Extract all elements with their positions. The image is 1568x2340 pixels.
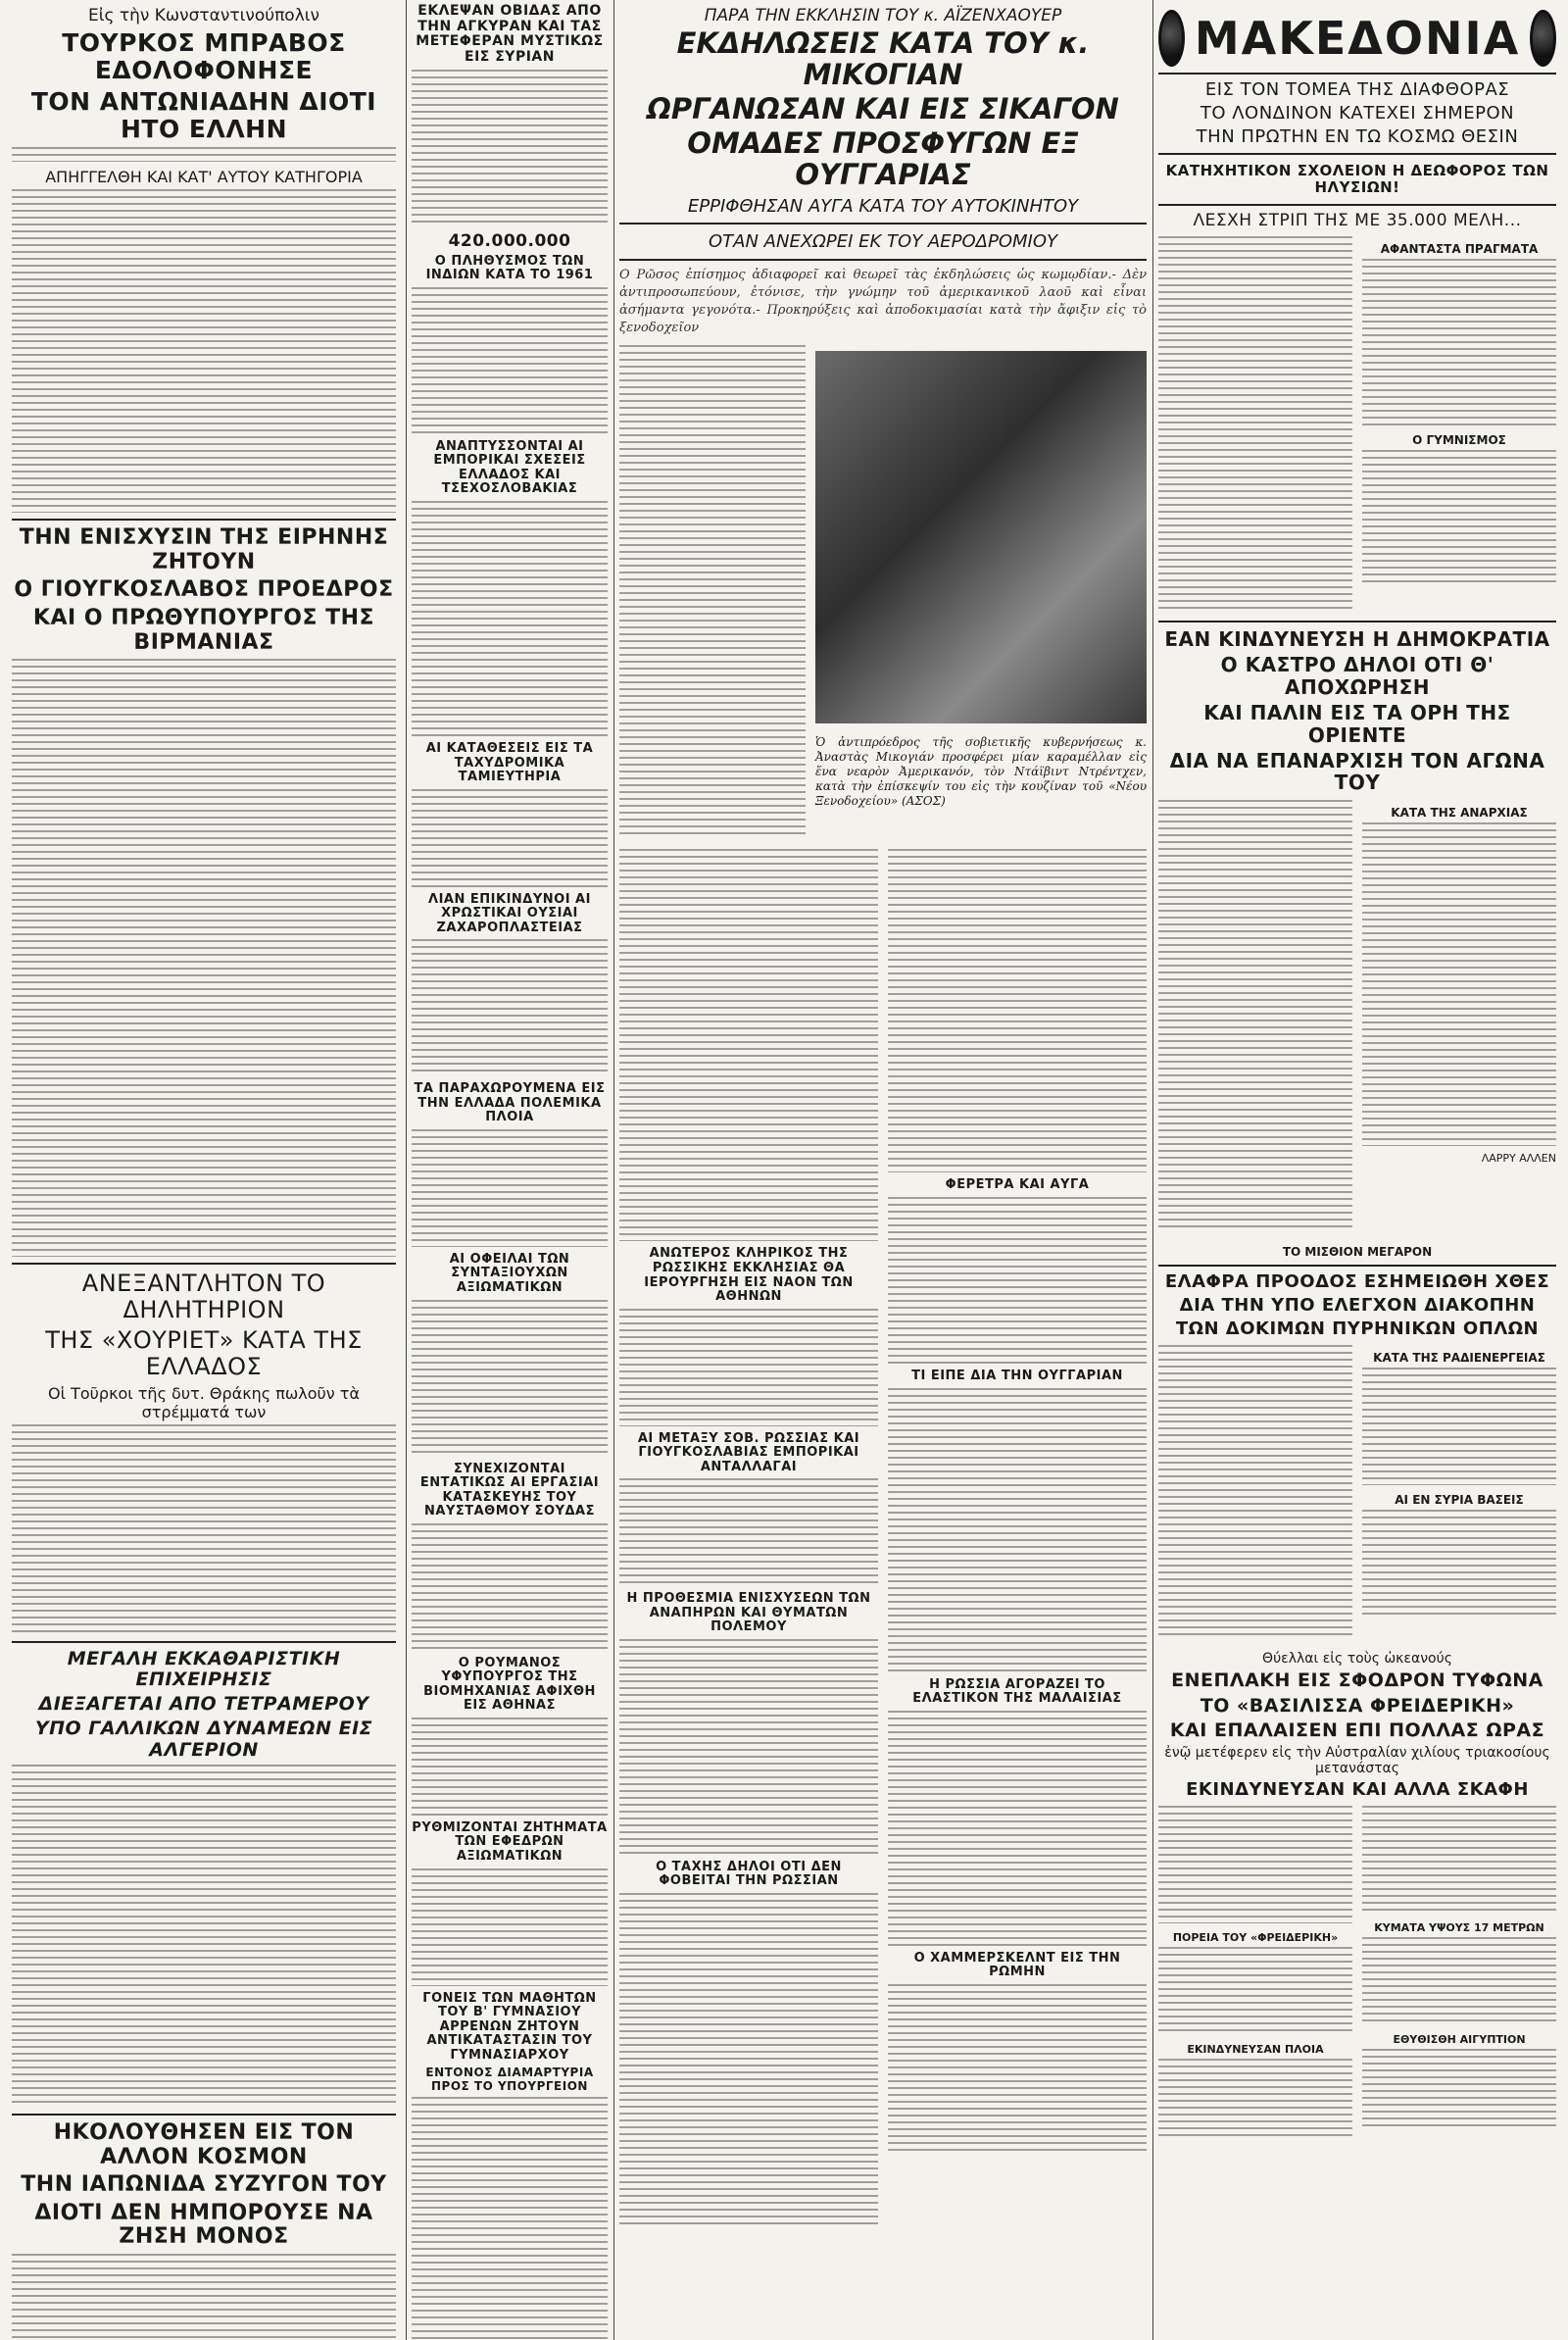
headline: Ο ΓΙΟΥΓΚΟΣΛΑΒΟΣ ΠΡΟΕΔΡΟΣ xyxy=(14,577,394,603)
headline: ΤΟ «ΒΑΣΙΛΙΣΣΑ ΦΡΕΙΔΕΡΙΚΗ» xyxy=(1200,1694,1515,1717)
article-body xyxy=(1158,2059,1352,2137)
headline: ΕΝΤΟΝΟΣ ΔΙΑΜΑΡΤΥΡΙΑ ΠΡΟΣ ΤΟ ΥΠΟΥΡΓΕΙΟΝ xyxy=(425,2066,594,2093)
headline: ΛΕΣΧΗ ΣΤΡΙΠ ΤΗΣ ΜΕ 35.000 ΜΕΛΗ... xyxy=(1193,211,1522,231)
subheadline: Οἱ Τοῦρκοι τῆς δυτ. Θράκης πωλοῦν τὰ στρέμματά των xyxy=(48,1383,360,1421)
headline: ΑΙ ΚΑΤΑΘΕΣΕΙΣ ΕΙΣ ΤΑ ΤΑΧΥΔΡΟΜΙΚΑ ΤΑΜΙΕΥΤΗΡΙΑ xyxy=(425,741,594,785)
divider xyxy=(12,519,396,521)
column-second xyxy=(412,0,608,2340)
headline: ΤΩΝ ΔΟΚΙΜΩΝ ΠΥΡΗΝΙΚΩΝ ΟΠΛΩΝ xyxy=(1175,1319,1540,1340)
masthead-title: ΜΑΚΕΔΟΝΙΑ xyxy=(1194,12,1521,65)
column-rule xyxy=(613,0,614,2340)
headline: ΕΛΑΦΡΑ ΠΡΟΟΔΟΣ ΕΣΗΜΕΙΩΘΗ ΧΘΕΣ xyxy=(1164,1270,1550,1292)
article-body xyxy=(1362,1806,1556,1914)
article-body xyxy=(888,1711,1147,1946)
headline: ΜΕΓΑΛΗ ΕΚΚΑΘΑΡΙΣΤΙΚΗ ΕΠΙΧΕΙΡΗΣΙΣ xyxy=(67,1647,341,1690)
kicker: Εἰς τὴν Κωνσταντινούπολιν xyxy=(87,6,320,25)
headline: ΣΥΝΕΧΙΖΟΝΤΑΙ ΕΝΤΑΤΙΚΩΣ ΑΙ ΕΡΓΑΣΙΑΙ ΚΑΤΑΣΚΕΥΗΣ ΤΟΥ ΝΑΥΣΤΑΘΜΟΥ ΣΟΥΔΑΣ xyxy=(419,1461,600,1519)
article-body xyxy=(888,1197,1147,1364)
column-right xyxy=(1158,0,1556,2340)
headline: ΔΙΑ ΝΑ ΕΠΑΝΑΡΧΙΣΗ ΤΟΝ ΑΓΩΝΑ ΤΟΥ xyxy=(1169,749,1545,795)
article-body xyxy=(1362,1510,1556,1618)
headline: ΚΑΤΗΧΗΤΙΚΟΝ ΣΧΟΛΕΙΟΝ Η ΔΕΩΦΟΡΟΣ ΤΩΝ ΗΛΥΣΙΩΝ! xyxy=(1165,162,1549,197)
article-body xyxy=(412,501,608,736)
article-body xyxy=(412,1300,608,1457)
article-lede xyxy=(12,147,396,162)
headline: Ο ΡΟΥΜΑΝΟΣ ΥΦΥΠΟΥΡΓΟΣ ΤΗΣ ΒΙΟΜΗΧΑΝΙΑΣ ΑΦΙΧΘΗ ΕΙΣ ΑΘΗΝΑΣ xyxy=(423,1655,596,1714)
section-heading: ΠΟΡΕΙΑ ΤΟΥ «ΦΡΕΙΔΕΡΙΚΗ» xyxy=(1172,1931,1339,1945)
headline: ΓΟΝΕΙΣ ΤΩΝ ΜΑΘΗΤΩΝ ΤΟΥ Β' ΓΥΜΝΑΣΙΟΥ ΑΡΡΕΝΩΝ ΖΗΤΟΥΝ ΑΝΤΙΚΑΤΑΣΤΑΣΙΝ ΤΟΥ ΓΥΜΝΑΣΙΑΡΧΟΥ xyxy=(422,1990,597,2063)
article-body xyxy=(412,70,608,226)
section-heading: ΕΚΙΝΔΥΝΕΥΣΑΝ ΠΛΟΙΑ xyxy=(1187,2043,1324,2057)
section-heading: ΚΥΜΑΤΑ ΥΨΟΥΣ 17 ΜΕΤΡΩΝ xyxy=(1374,1921,1544,1935)
column-rule xyxy=(406,0,407,2340)
headline: Ο ΧΑΜΜΕΡΣΚΕΛΝΤ ΕΙΣ ΤΗΝ ΡΩΜΗΝ xyxy=(913,1950,1121,1980)
section-heading: ΑΦΑΝΤΑΣΤΑ ΠΡΑΓΜΑΤΑ xyxy=(1380,242,1539,257)
section-heading: ΚΑΤΑ ΤΗΣ ΡΑΔΙΕΝΕΡΓΕΙΑΣ xyxy=(1373,1351,1545,1366)
headline: ΤΗΝ ΕΝΙΣΧΥΣΙΝ ΤΗΣ ΕΙΡΗΝΗΣ ΖΗΤΟΥΝ xyxy=(19,525,389,574)
section-heading: ΤΟ ΜΙΣΘΙΟΝ ΜΕΓΑΡΟΝ xyxy=(1282,1244,1433,1259)
headline: Η ΡΩΣΣΙΑ ΑΓΟΡΑΖΕΙ ΤΟ ΕΛΑΣΤΙΚΟΝ ΤΗΣ ΜΑΛΑΙΣΙΑΣ xyxy=(912,1676,1122,1707)
headline: ΑΝΑΠΤΥΣΣΟΝΤΑΙ ΑΙ ΕΜΠΟΡΙΚΑΙ ΣΧΕΣΕΙΣ ΕΛΛΑΔΟΣ ΚΑΙ ΤΣΕΧΟΣΛΟΒΑΚΙΑΣ xyxy=(433,438,586,497)
headline: ΔΙΕΞΑΓΕΤΑΙ ΑΠΟ ΤΕΤΡΑΜΕΡΟΥ xyxy=(38,1693,369,1716)
masthead xyxy=(1158,10,1556,67)
headline: ΤΗΝ ΙΑΠΩΝΙΔΑ ΣΥΖΥΓΟΝ ΤΟΥ xyxy=(21,2172,387,2198)
article-body xyxy=(619,1309,878,1426)
article-body xyxy=(1362,1937,1556,2025)
headline: ΟΜΑΔΕΣ ΠΡΟΣΦΥΓΩΝ ΕΞ ΟΥΓΓΑΡΙΑΣ xyxy=(687,125,1079,191)
article-body xyxy=(12,189,396,513)
headline: Ο ΚΑΣΤΡΟ ΔΗΛΟΙ ΟΤΙ Θ' ΑΠΟΧΩΡΗΣΗ xyxy=(1220,653,1494,699)
news-photo xyxy=(815,351,1147,723)
article-body xyxy=(888,1984,1147,2151)
article-body xyxy=(1362,1368,1556,1485)
headline: ΦΕΡΕΤΡΑ ΚΑΙ ΑΥΓΑ xyxy=(945,1177,1090,1193)
divider xyxy=(12,1641,396,1643)
headline: Ο ΠΛΗΘΥΣΜΟΣ ΤΩΝ ΙΝΔΙΩΝ ΚΑΤΑ ΤΟ 1961 xyxy=(425,253,594,283)
headline: ΔΙΑ ΤΗΝ ΥΠΟ ΕΛΕΓΧΟΝ ΔΙΑΚΟΠΗΝ xyxy=(1179,1294,1536,1316)
article-body xyxy=(412,1129,608,1247)
article-body xyxy=(619,1478,878,1586)
headline: ΕΝΕΠΛΑΚΗ ΕΙΣ ΣΦΟΔΡΟΝ ΤΥΦΩΝΑ xyxy=(1171,1669,1544,1692)
article-body xyxy=(888,849,1147,1172)
subheadline: ΟΤΑΝ ΑΝΕΧΩΡΕΙ ΕΚ ΤΟΥ ΑΕΡΟΔΡΟΜΙΟΥ xyxy=(709,231,1057,253)
article-body xyxy=(1158,1947,1352,2035)
subheadline: ΕΡΡΙΦΘΗΣΑΝ ΑΥΓΑ ΚΑΤΑ ΤΟΥ ΑΥΤΟΚΙΝΗΤΟΥ xyxy=(687,196,1079,218)
headline: ΚΑΙ Ο ΠΡΩΘΥΠΟΥΡΓΟΣ ΤΗΣ ΒΙΡΜΑΝΙΑΣ xyxy=(32,605,375,655)
headline: ΚΑΙ ΠΑΛΙΝ ΕΙΣ ΤΑ ΟΡΗ ΤΗΣ ΟΡΙΕΝΤΕ xyxy=(1203,701,1511,747)
headline: ΥΠΟ ΓΑΛΛΙΚΩΝ ΔΥΝΑΜΕΩΝ ΕΙΣ ΑΛΓΕΡΙΟΝ xyxy=(34,1718,373,1761)
article-body xyxy=(12,2254,396,2340)
divider xyxy=(1158,621,1556,622)
headline: ΚΑΙ ΕΠΑΛΑΙΣΕΝ ΕΠΙ ΠΟΛΛΑΣ ΩΡΑΣ xyxy=(1169,1718,1545,1741)
headline: ΕΚΙΝΔΥΝΕΥΣΑΝ ΚΑΙ ΑΛΛΑ ΣΚΑΦΗ xyxy=(1186,1779,1529,1801)
divider xyxy=(1158,73,1556,75)
article-body xyxy=(619,1893,878,2226)
article-body xyxy=(619,345,806,835)
article-body xyxy=(1158,800,1352,1231)
article-body xyxy=(1362,822,1556,1146)
headline: ΤΗΝ ΠΡΩΤΗΝ ΕΝ ΤΩ ΚΟΣΜΩ ΘΕΣΙΝ xyxy=(1196,126,1519,148)
article-body xyxy=(1158,1806,1352,1923)
section-heading: ΑΙ ΕΝ ΣΥΡΙΑ ΒΑΣΕΙΣ xyxy=(1395,1493,1524,1508)
headline: ΕΙΣ ΤΟΝ ΤΟΜΕΑ ΤΗΣ ΔΙΑΦΘΟΡΑΣ xyxy=(1204,79,1510,100)
article-body xyxy=(1362,2049,1556,2127)
headline: ΔΙΟΤΙ ΔΕΝ ΗΜΠΟΡΟΥΣΕ ΝΑ ΖΗΣΗ ΜΟΝΟΣ xyxy=(34,2200,373,2250)
headline: ΑΝΩΤΕΡΟΣ ΚΛΗΡΙΚΟΣ ΤΗΣ ΡΩΣΣΙΚΗΣ ΕΚΚΛΗΣΙΑΣ ΘΑ ΙΕΡΟΥΡΓΗΣΗ ΕΙΣ ΝΑΟΝ ΤΩΝ ΑΘΗΝΩΝ xyxy=(644,1246,854,1305)
headline: ΕΚΔΗΛΩΣΕΙΣ ΚΑΤΑ ΤΟΥ κ. ΜΙΚΟΓΙΑΝ xyxy=(676,26,1090,91)
headline: Η ΠΡΟΘΕΣΜΙΑ ΕΝΙΣΧΥΣΕΩΝ ΤΩΝ ΑΝΑΠΗΡΩΝ ΚΑΙ ΘΥΜΑΤΩΝ ΠΟΛΕΜΟΥ xyxy=(626,1591,871,1635)
divider xyxy=(1158,1265,1556,1267)
headline: ΤΟΝ ΑΝΤΩΝΙΑΔΗΝ ΔΙΟΤΙ ΗΤΟ ΕΛΛΗΝ xyxy=(30,87,377,143)
divider xyxy=(12,2114,396,2116)
article-body xyxy=(412,1523,608,1651)
headline: ΡΥΘΜΙΖΟΝΤΑΙ ΖΗΤΗΜΑΤΑ ΤΩΝ ΕΦΕΔΡΩΝ ΑΞΙΩΜΑΤΙΚΩΝ xyxy=(412,1819,608,1865)
headline: ΤΑ ΠΑΡΑΧΩΡΟΥΜΕΝΑ ΕΙΣ ΤΗΝ ΕΛΛΑΔΑ ΠΟΛΕΜΙΚΑ ΠΛΟΙΑ xyxy=(414,1081,606,1125)
article-body xyxy=(412,287,608,434)
article-body xyxy=(1158,1345,1352,1639)
article-body xyxy=(619,1639,878,1855)
section-heading: ΕΘΥΘΙΣΘΗ ΑΙΓΥΠΤΙΟΝ xyxy=(1393,2033,1526,2047)
article-body xyxy=(619,849,878,1241)
headline: ΤΟ ΛΟΝΔΙΝΟΝ ΚΑΤΕΧΕΙ ΣΗΜΕΡΟΝ xyxy=(1200,103,1515,124)
section-heading: ΚΑΤΑ ΤΗΣ ΑΝΑΡΧΙΑΣ xyxy=(1391,805,1528,820)
article-body xyxy=(12,1424,396,1635)
article-body xyxy=(12,659,396,1257)
section-heading: Ο ΓΥΜΝΙΣΜΟΣ xyxy=(1412,433,1506,448)
headline: ΕΑΝ ΚΙΝΔΥΝΕΥΣΗ Η ΔΗΜΟΚΡΑΤΙΑ xyxy=(1164,627,1550,652)
column-rule xyxy=(1152,0,1153,2340)
kicker: ΠΑΡΑ ΤΗΝ ΕΚΚΛΗΣΙΝ ΤΟΥ κ. ΑΪΖΕΝΧΑΟΥΕΡ xyxy=(704,6,1062,25)
headline: ΛΙΑΝ ΕΠΙΚΙΝΔΥΝΟΙ ΑΙ ΧΡΩΣΤΙΚΑΙ ΟΥΣΙΑΙ ΖΑΧΑΡΟΠΛΑΣΤΕΙΑΣ xyxy=(428,891,591,935)
article-body xyxy=(1362,259,1556,425)
headline: 420.000.000 xyxy=(448,230,571,251)
byline: ΛΑΡΡΥ ΑΛΛΕΝ xyxy=(1481,1151,1556,1165)
headline: ΕΚΛΕΨΑΝ ΟΒΙΔΑΣ ΑΠΟ ΤΗΝ ΑΓΚΥΡΑΝ ΚΑΙ ΤΑΣ ΜΕΤΕΦΕΡΑΝ ΜΥΣΤΙΚΩΣ ΕΙΣ ΣΥΡΙΑΝ xyxy=(416,3,604,66)
article-body xyxy=(412,789,608,887)
photo-caption: Ὁ ἀντιπρόεδρος τῆς σοβιετικῆς κυβερνήσεως κ. Ἀναστὰς Μικογιάν προσφέρει μίαν καραμέλλαν εἰς ἕνα νεαρὸν Ἀμερικανόν, τὸν Ντάϊβιντ Ντρέντχεν, κατὰ τὴν ἐπίσκεψίν του εἰς τὴν κουζίναν τοῦ «Νέου Ξενοδοχείου» (ΑΣΟΣ) xyxy=(815,735,1147,809)
article-body xyxy=(412,2097,608,2340)
headline: ΤΙ ΕΙΠΕ ΔΙΑ ΤΗΝ ΟΥΓΓΑΡΙΑΝ xyxy=(911,1369,1123,1383)
kicker: Θύελλαι εἰς τοὺς ὠκεανούς xyxy=(1262,1651,1452,1668)
headline: ΤΟΥΡΚΟΣ ΜΠΡΑΒΟΣ ΕΔΟΛΟΦΟΝΗΣΕ xyxy=(62,28,346,84)
article-body xyxy=(412,939,608,1076)
headline: Ο ΤΑΧΗΣ ΔΗΛΟΙ ΟΤΙ ΔΕΝ ΦΟΒΕΙΤΑΙ ΤΗΝ ΡΩΣΣΙΑΝ xyxy=(656,1859,842,1889)
article-body xyxy=(888,1388,1147,1672)
headline: ΗΚΟΛΟΥΘΗΣΕΝ ΕΙΣ ΤΟΝ ΑΛΛΟΝ ΚΟΣΜΟΝ xyxy=(53,2119,355,2169)
headline: ΑΙ ΟΦΕΙΛΑΙ ΤΩΝ ΣΥΝΤΑΞΙΟΥΧΩΝ ΑΞΙΩΜΑΤΙΚΩΝ xyxy=(449,1251,570,1296)
divider xyxy=(12,1263,396,1265)
article-body xyxy=(412,1718,608,1816)
article-body xyxy=(1158,236,1352,609)
column-left xyxy=(12,0,396,2340)
article-lede: Ο Ρῶσος ἐπίσημος ἀδιαφορεῖ καὶ θεωρεῖ τὰς ἐκδηλώσεις ὡς κωμῳδίαν.- Δὲν ἀντιπροσωπεύουν, ἐτόνισε, τὴν γνώμην τοῦ ἀμερικανικοῦ λαοῦ καὶ εἶναι ἀσήμαντα γεγονότα.- Προκηρύξεις καὶ ἀποδοκιμασίαι κατὰ τὴν ἄφιξιν εἰς τὸ ξενοδοχεῖον xyxy=(619,268,1147,336)
article-body xyxy=(1362,450,1556,587)
column-center xyxy=(619,0,1147,2340)
subheadline: ἐνῷ μετέφερεν εἰς τὴν Αὐστραλίαν χιλίους τριακοσίους μετανάστας xyxy=(1164,1745,1550,1777)
headline: ΤΗΣ «ΧΟΥΡΙΕΤ» ΚΑΤΑ ΤΗΣ ΕΛΛΑΔΟΣ xyxy=(45,1325,363,1380)
headline: ΑΝΕΞΑΝΤΛΗΤΟΝ ΤΟ ΔΗΛΗΤΗΡΙΟΝ xyxy=(81,1270,326,1323)
article-body xyxy=(12,1765,396,2108)
globe-icon xyxy=(1530,10,1556,67)
headline: ΩΡΓΑΝΩΣΑΝ ΚΑΙ ΕΙΣ ΣΙΚΑΓΟΝ xyxy=(647,91,1119,125)
subheadline: ΑΠΗΓΓΕΛΘΗ ΚΑΙ ΚΑΤ' ΑΥΤΟΥ ΚΑΤΗΓΟΡΙΑ xyxy=(45,168,363,186)
globe-icon xyxy=(1158,10,1185,67)
article-body xyxy=(412,1868,608,1986)
headline: ΑΙ ΜΕΤΑΞΥ ΣΟΒ. ΡΩΣΣΙΑΣ ΚΑΙ ΓΙΟΥΓΚΟΣΛΑΒΙΑΣ ΕΜΠΟΡΙΚΑΙ ΑΝΤΑΛΛΑΓΑΙ xyxy=(637,1430,860,1474)
